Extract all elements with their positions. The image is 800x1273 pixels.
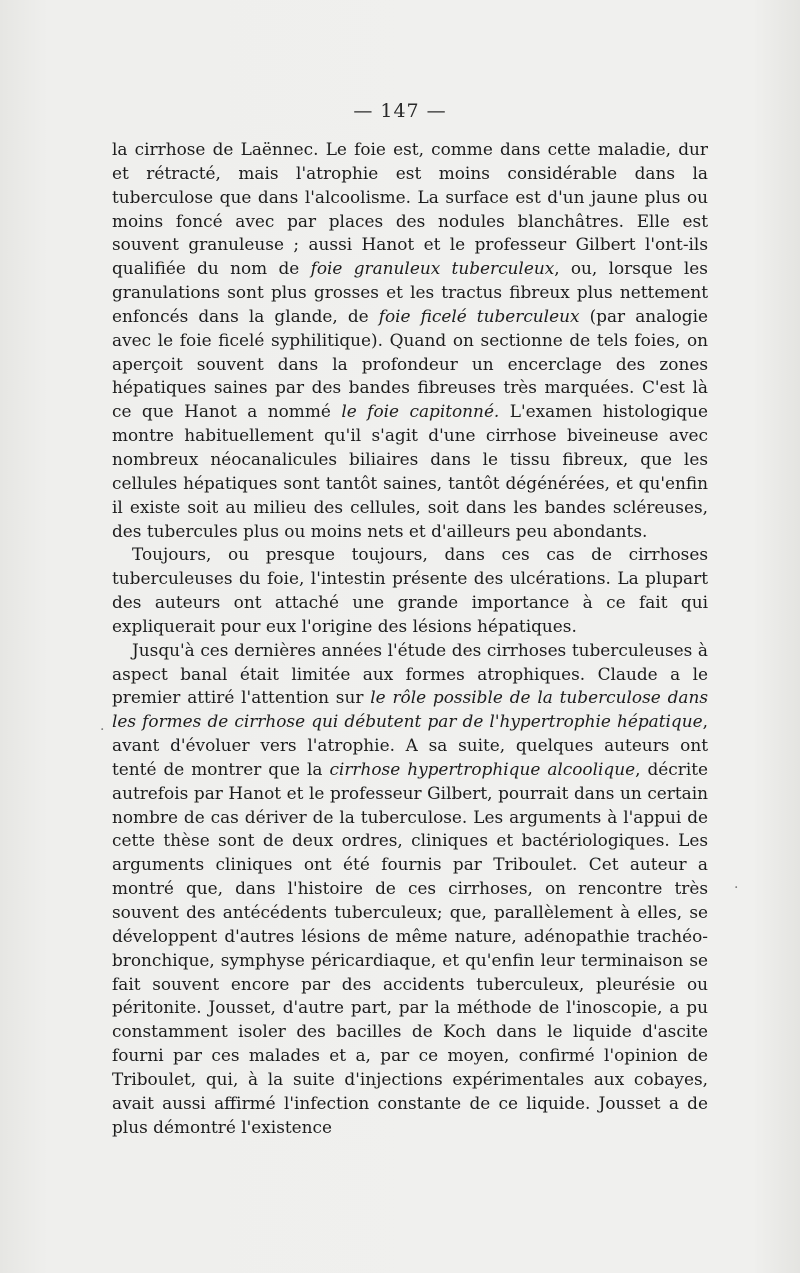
- text-run: Jusqu'à ces dernières années l'étude des cirrhoses tuberculeuses à aspect banal était limitée aux formes atrophiques. Claude a le premier attiré l'attention sur: [112, 639, 708, 708]
- text-run: la cirrhose de Laënnec. Le foie est, comme dans cette maladie, dur et rétracté, mais l'atrophie est moins considérable dans la tuberculose que dans l'alcoolisme. La surface est d'un jaune plus ou moins foncé avec par places des nodules blanchâtres. Elle est souvent granuleuse ; aussi Hanot et le professeur Gilbert l'ont-ils qualifiée du nom de: [112, 139, 708, 279]
- margin-speck: ·: [734, 880, 739, 896]
- paragraph-3: [112, 639, 708, 1140]
- body-text: [112, 138, 708, 1139]
- text-run: Toujours, ou presque toujours, dans ces cas de cirrhoses tuberculeuses du foie, l'intestin présente des ulcérations. La plupart des auteurs ont attaché une grande importance à ce fait qui expliquerait pour eux l'origine des lésions hépatiques.: [112, 544, 708, 636]
- page-number: — 147 —: [353, 100, 447, 122]
- text-run: , décrite autrefois par Hanot et le professeur Gilbert, pourrait dans un certain nombre de cas dériver de la tuberculose. Les arguments à l'appui de cette thèse sont de deux ordres, cliniques et bactériologiques. Les arguments cliniques ont été fournis par Triboulet. Cet auteur a montré que, dans l'histoire de ces cirrhoses, on rencontre très souvent des antécédents tuberculeux; que, parallèlement à elles, se développent d'autres lésions de même nature, adénopathie trachéo-bronchique, symphyse péricardiaque, et qu'enfin leur terminaison se fait souvent encore par des accidents tuberculeux, pleurésie ou péritonite. Jousset, d'autre part, par la méthode de l'inoscopie, a pu constamment isoler des bacilles de Koch dans le liquide d'ascite fourni par ces malades et a, par ce moyen, confirmé l'opinion de Triboulet, qui, à la suite d'injections expérimentales aux cobayes, avait aussi affirmé l'infection constante de ce liquide. Jousset a de plus démontré l'existence: [112, 758, 708, 1137]
- text-run: (par analogie avec le foie ficelé syphilitique). Quand on sectionne de tels foies, on aperçoit souvent dans la profondeur un encerclage des zones hépatiques saines par des bandes fibreuses très marquées. C'est là ce que Hanot a nommé: [112, 305, 708, 422]
- italic-term: le foie capitonné.: [341, 401, 500, 422]
- italic-term: foie granuleux tuberculeux: [310, 258, 555, 279]
- italic-term: foie ficelé tuberculeux: [378, 305, 580, 326]
- text-run: , avant d'évoluer vers l'atrophie. A sa suite, quelques auteurs ont tenté de montrer que la: [112, 711, 708, 779]
- paragraph-1: [112, 138, 708, 543]
- paragraph-2: [112, 543, 708, 638]
- italic-term: cirrhose hypertrophique alcoolique: [329, 758, 636, 779]
- text-run: , ou, lorsque les granulations sont plus grosses et les tractus fibreux plus nettement enfoncés dans la glande, de: [112, 258, 708, 326]
- italic-term: le rôle possible de la tuberculose dans les formes de cirrhose qui débutent par de l'hypertrophie hépatique: [112, 687, 709, 732]
- text-run: L'examen histologique montre habituellement qu'il s'agit d'une cirrhose biveineuse avec nombreux néocanalicules biliaires dans le tissu fibreux, que les cellules hépatiques sont tantôt saines, tantôt dégénérées, et qu'enfin il existe soit au milieu des cellules, soit dans les bandes scléreuses, des tubercules plus ou moins nets et d'ailleurs peu abondants.: [112, 401, 708, 541]
- margin-speck: ·: [100, 722, 105, 738]
